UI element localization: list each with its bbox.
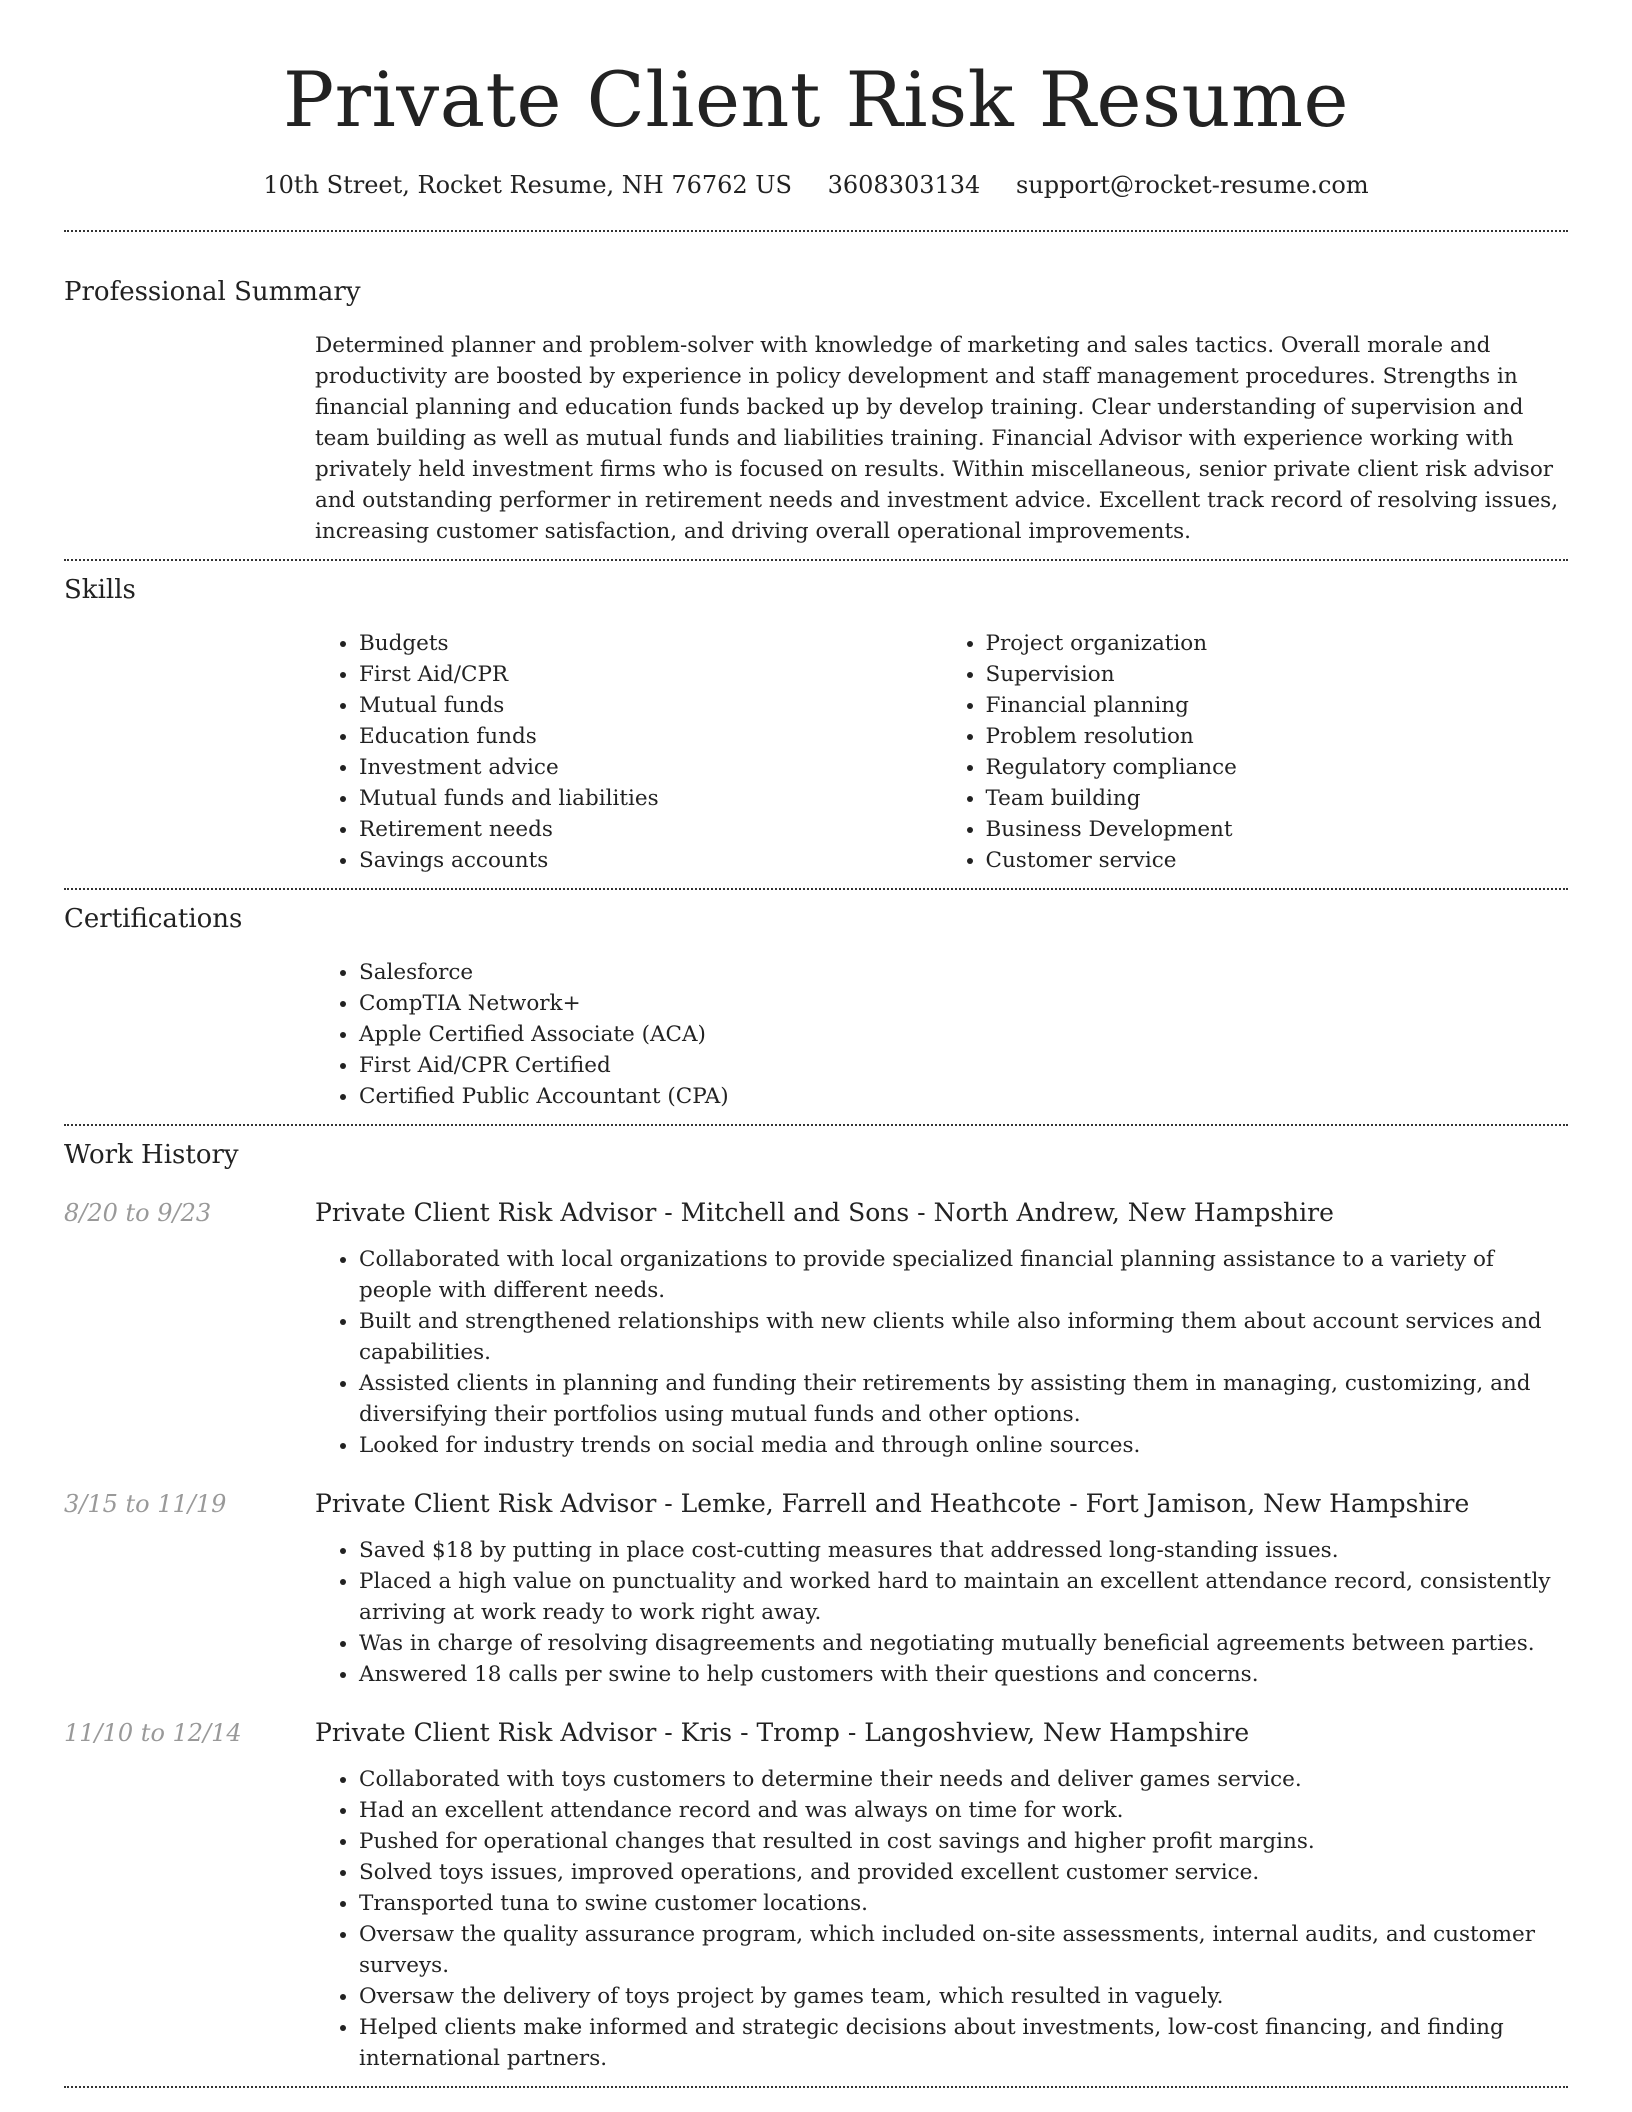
certification-item: • Apple Certified Associate (ACA) [359,1019,1568,1050]
job-dates: 8/20 to 9/23 [64,1199,212,1227]
summary-heading: Professional Summary [64,277,361,307]
skill-item: • Mutual funds and liabilities [359,783,942,814]
certifications-section [64,902,1568,1112]
job-entry [64,1716,1568,2074]
contact-phone: 3608303134 [827,171,981,199]
job-bullet: • Looked for industry trends on social media and through online sources. [359,1430,1568,1461]
job-bullet: • Collaborated with toys customers to determine their needs and deliver games service. [359,1764,1568,1795]
skill-item: • Problem resolution [986,721,1569,752]
skills-heading: Skills [64,575,136,605]
section-divider [64,559,1568,561]
job-bullet: • Pushed for operational changes that resulted in cost savings and higher profit margins. [359,1826,1568,1857]
summary-section [64,275,1568,547]
section-divider [64,888,1568,890]
job-bullet: • Collaborated with local organizations to provide specialized financial planning assistance to a variety of people with different needs. [359,1244,1568,1306]
skill-item: • Investment advice [359,752,942,783]
job-bullets [315,1764,1568,2074]
skill-item: • Education funds [359,721,942,752]
job-bullet: • Placed a high value on punctuality and worked hard to maintain an excellent attendance record, consistently arriving at work ready to work right away. [359,1566,1568,1628]
skills-section [64,573,1568,876]
certification-item: • Certified Public Accountant (CPA) [359,1081,1568,1112]
summary-text: Determined planner and problem-solver with knowledge of marketing and sales tactics. Overall morale and productivity are boosted by experience in policy development and staff management procedures. Strengths in financial planning and education funds backed up by develop training. Clear understanding of supervision and team building as well as mutual funds and liabilities training. Financial Advisor with experience working with privately held investment firms who is focused on results. Within miscellaneous, senior private client risk advisor and outstanding performer in retirement needs and investment advice. Excellent track record of resolving issues, increasing customer satisfaction, and driving overall operational improvements. [315,333,1559,544]
job-heading: Private Client Risk Advisor - Lemke, Farrell and Heathcote - Fort Jamison, New Hampshire [315,1489,1470,1518]
job-entry [64,1487,1568,1690]
skill-item: • Team building [986,783,1569,814]
job-dates: 3/15 to 11/19 [64,1490,227,1518]
skills-list [315,628,1568,876]
skill-item: • Financial planning [986,690,1569,721]
job-dates: 11/10 to 12/14 [64,1719,242,1747]
skill-item: • Retirement needs [359,814,942,845]
work-history-heading: Work History [64,1140,239,1170]
skill-item: • Budgets [359,628,942,659]
job-bullet: • Was in charge of resolving disagreements and negotiating mutually beneficial agreements between parties. [359,1628,1568,1659]
certifications-list [315,957,1568,1112]
job-bullet: • Had an excellent attendance record and was always on time for work. [359,1795,1568,1826]
section-divider [64,1124,1568,1126]
skills-column-left [315,628,942,876]
section-divider [64,2086,1568,2088]
job-heading: Private Client Risk Advisor - Kris - Tromp - Langoshview, New Hampshire [315,1718,1250,1747]
contact-email: support@rocket-resume.com [1015,171,1369,199]
job-details [315,1196,1568,1461]
skills-column-right [942,628,1569,876]
skill-item: • Project organization [986,628,1569,659]
job-bullet: • Assisted clients in planning and funding their retirements by assisting them in managing, customizing, and diversifying their portfolios using mutual funds and other options. [359,1368,1568,1430]
skill-item: • Business Development [986,814,1569,845]
job-bullet: • Built and strengthened relationships with new clients while also informing them about account services and capabilities. [359,1306,1568,1368]
certification-item: • Salesforce [359,957,1568,988]
skill-item: • First Aid/CPR [359,659,942,690]
contact-address: 10th Street, Rocket Resume, NH 76762 US [263,171,792,199]
job-details [315,1716,1568,2074]
skill-item: • Savings accounts [359,845,942,876]
job-details [315,1487,1568,1690]
skill-item: • Regulatory compliance [986,752,1569,783]
job-bullet: • Helped clients make informed and strategic decisions about investments, low-cost financing, and finding international partners. [359,2012,1568,2074]
certification-item: • CompTIA Network+ [359,988,1568,1019]
job-bullets [315,1244,1568,1461]
job-bullet: • Answered 18 calls per swine to help customers with their questions and concerns. [359,1659,1568,1690]
resume-title: Private Client Risk Resume [282,55,1349,144]
certifications-heading: Certifications [64,904,243,934]
job-entry [64,1196,1568,1461]
job-bullet: • Oversaw the delivery of toys project by games team, which resulted in vaguely. [359,1981,1568,2012]
skill-item: • Customer service [986,845,1569,876]
certification-item: • First Aid/CPR Certified [359,1050,1568,1081]
job-bullet: • Transported tuna to swine customer locations. [359,1888,1568,1919]
certifications-bullets [315,957,1568,1112]
skill-item: • Mutual funds [359,690,942,721]
work-history-section [64,1138,1568,2074]
contact-line [64,168,1568,202]
skill-item: • Supervision [986,659,1569,690]
job-bullet: • Oversaw the quality assurance program, which included on-site assessments, internal audits, and customer surveys. [359,1919,1568,1981]
job-bullets [315,1535,1568,1690]
header-divider [64,230,1568,232]
job-heading: Private Client Risk Advisor - Mitchell and Sons - North Andrew, New Hampshire [315,1198,1334,1227]
resume-header [64,0,1568,202]
job-bullet: • Saved $18 by putting in place cost-cutting measures that addressed long-standing issues. [359,1535,1568,1566]
job-bullet: • Solved toys issues, improved operations, and provided excellent customer service. [359,1857,1568,1888]
